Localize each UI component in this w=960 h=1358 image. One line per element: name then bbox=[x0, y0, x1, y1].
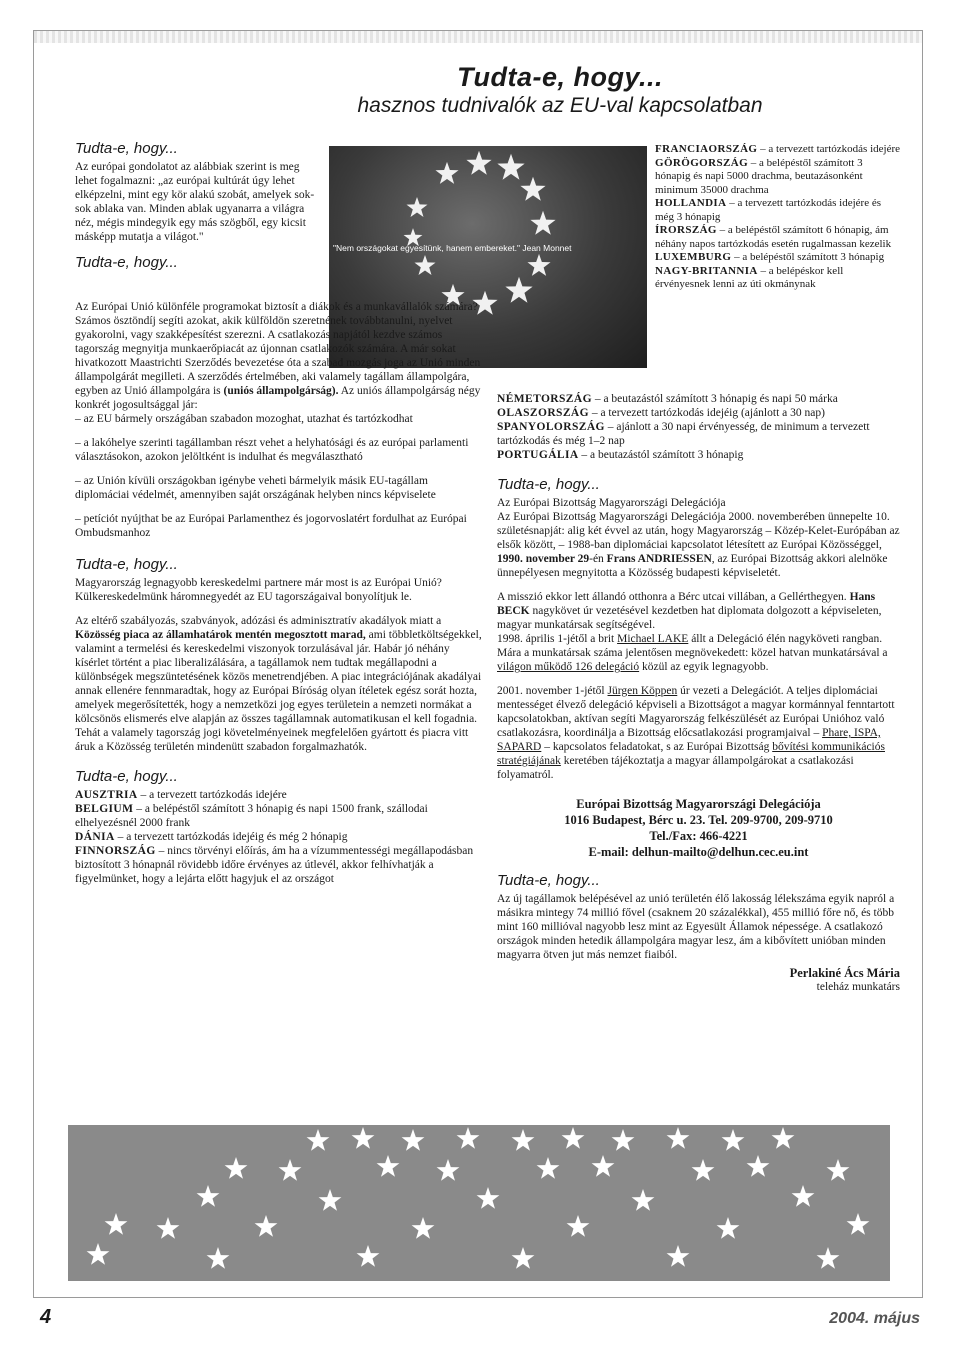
country-name: NAGY-BRITANNIA bbox=[655, 264, 758, 277]
paragraph bbox=[497, 510, 900, 580]
paragraph-text: , az Európai Bizottság akkori alelnöke ünnepélyesen megnyitotta a Közösség budapesti képviseletét. bbox=[497, 553, 888, 579]
underlined-text: világon működő 126 delegáció bbox=[497, 661, 640, 673]
country-entry bbox=[497, 448, 900, 462]
list-item: – az EU bármely országában szabadon mozoghat, utazhat és tartózkodhat bbox=[75, 413, 413, 425]
country-entry bbox=[75, 830, 485, 844]
country-entry bbox=[75, 788, 485, 802]
country-name: GÖRÖGORSZÁG bbox=[655, 156, 749, 169]
country-entry bbox=[75, 844, 485, 886]
country-entry bbox=[655, 224, 900, 251]
paragraph-text: ami többletköltségekkel, valamint a termelési és kereskedelmi viszonyok torzulásával jár. Habár jó néhány kísérlet történt a piac liberalizálására, a tagállamok nem tudtak megállapodni a különbségek megszüntetésének közös menetrendjében. A piac integrációjának akadályai annak ellenére fennmaradtak, hogy az Európai Bíróság olyan ítéletek egész sorát hozta, amelyek megerősítették, hogy a nemzetközi jog egyes területein a nemzeti normákat a kölcsönös elismerés elve alapján az összes tagállamnak automatikusan el kell fogadnia. Tehát a valamely tagország jogi követelményeinek megfelelően gyártott és piacra vitt áruk a Közösség területén mindenütt szabadon forgalmazhatók. bbox=[75, 629, 482, 753]
paragraph-text: A misszió ekkor lett állandó otthonra a Bérc utcai villában, a Gellérthegyen. bbox=[497, 591, 850, 603]
paragraph-text: állt a Delegáció élén nagyköveti rangban. Mára a munkatársak száma jelentősen megnövekedett: közel hatvan munkatársával a bbox=[497, 633, 888, 659]
bold-text: Hans BECK bbox=[497, 591, 876, 617]
paragraph-text: 1998. április 1-jétől a brit bbox=[497, 633, 618, 645]
paragraph-text: közül az egyik legnagyobb. bbox=[639, 661, 769, 673]
author-role: teleház munkatárs bbox=[816, 981, 900, 993]
country-entry bbox=[655, 157, 900, 198]
country-text: – a tervezett tartózkodás idejéig és még 2 hónapig bbox=[114, 831, 348, 843]
country-entry bbox=[655, 265, 900, 292]
country-entry bbox=[497, 392, 900, 406]
paragraph-text: Az Európai Unió különféle programokat biztosít a diákok és a munkavállalók számára? Számos ösztöndíj segíti azokat, akik külföldön szeretnének továbbtanulni, nyelvet gyakorolni, vagy szakképesítést szerezni. A csatlakozás napjától kezdve számos tagország megnyitja munkaerőpiacát az újonnan csatlakozók számára. A már sokat hivatkozott Maastrichti Szerződés bevezetése óta a szabad mozgás joga az Unió minden állampolgárát megilleti. A szerződés értelmében, aki valamely tagállam állampolgára, egyben az Unió állampolgára is bbox=[75, 301, 481, 397]
paragraph bbox=[497, 684, 900, 782]
section-heading: Tudta-e, hogy... bbox=[75, 556, 178, 573]
underlined-text: Jürgen Köppen bbox=[607, 685, 678, 697]
section-heading: Tudta-e, hogy... bbox=[75, 768, 178, 785]
contact-email: E-mail: delhun-mailto@delhun.cec.eu.int bbox=[588, 845, 809, 859]
paragraph bbox=[75, 614, 485, 754]
paragraph-text: Az eltérő szabályozás, szabványok, adózási és adminisztratív akadályok miatt a bbox=[75, 615, 442, 627]
country-entry bbox=[655, 143, 900, 157]
photo-caption: "Nem országokat egyesítünk, hanem embereket." Jean Monnet bbox=[333, 243, 572, 253]
country-entry bbox=[497, 420, 900, 448]
country-text: – a belépéstől számított 3 hónapig és napi 1500 frank, szállodai elhelyezésnél 2000 frank bbox=[75, 803, 428, 829]
contact-line: 1016 Budapest, Bérc u. 23. Tel. 209-9700, 209-9710 bbox=[564, 813, 833, 827]
bold-text: Frans ANDRIESSEN bbox=[606, 553, 712, 565]
right-column-main bbox=[497, 392, 900, 994]
author-name: Perlakiné Ács Mária bbox=[789, 966, 900, 980]
bold-text: (uniós állampolgárság). bbox=[223, 385, 339, 397]
country-name: AUSZTRIA bbox=[75, 789, 138, 801]
page-subtitle: hasznos tudnivalók az EU-val kapcsolatban bbox=[357, 94, 763, 117]
underlined-text: Phare, ISPA, SAPARD bbox=[497, 727, 881, 753]
issue-date: 2004. május bbox=[829, 1310, 920, 1327]
country-entry bbox=[655, 197, 900, 224]
paragraph-text: -én bbox=[589, 553, 607, 565]
section-heading: Tudta-e, hogy... bbox=[75, 254, 178, 271]
left-column-top bbox=[75, 140, 322, 274]
bold-text: 1990. november 29 bbox=[497, 553, 590, 565]
banner-stars-graphic bbox=[68, 1125, 890, 1281]
paragraph bbox=[497, 632, 900, 674]
country-text: – ajánlott a 30 napi érvényesség, de minimum a tervezett tartózkodás és még 1–2 nap bbox=[497, 421, 870, 447]
paragraph-text: 2001. november 1-jétől bbox=[497, 685, 608, 697]
section-heading: Tudta-e, hogy... bbox=[497, 476, 600, 493]
country-text: – a tervezett tartózkodás idejére bbox=[137, 789, 287, 801]
country-text: – a tervezett tartózkodás idejére és még 3 hónapig bbox=[655, 197, 881, 223]
paragraph: Magyarország legnagyobb kereskedelmi partnere már most is az Európai Unió? Külkereskedelmünk háromnegyedét az EU tagországaival bonyolítjuk le. bbox=[75, 577, 442, 603]
paragraph: Az Európai Bizottság Magyarországi Delegációja bbox=[497, 497, 726, 509]
country-name: NÉMETORSZÁG bbox=[497, 393, 592, 405]
country-name: BELGIUM bbox=[75, 803, 134, 815]
country-name: OLASZORSZÁG bbox=[497, 407, 589, 419]
country-name: ÍRORSZÁG bbox=[655, 224, 717, 236]
page-title: Tudta-e, hogy... bbox=[456, 62, 663, 92]
paragraph: Az új tagállamok belépésével az unió területén élő lakosság lélekszáma egyik napról a másikra mintegy 74 millió fővel (csaknem 20 százalékkal), 455 millió főre nő, és több mint 160 millióval nagyobb lesz mint az Egyesült Államok népessége. A csatlakozó országok minden hetedik állampolgára magyar lesz, ám a kibővített unióban minden magyarra ötven jut más nemzet fiaiból. bbox=[497, 893, 895, 961]
country-text: – a belépéskor kell érvényesnek lenni az úti okmánynak bbox=[655, 264, 844, 290]
contact-line: Tel./Fax: 466-4221 bbox=[649, 829, 748, 843]
paragraph bbox=[497, 590, 900, 632]
country-text: – a belépéstől számított 6 hónapig, ám néhány napos tartózkodás esetén rugalmassan kezelik bbox=[655, 224, 892, 250]
contact-block bbox=[497, 796, 900, 860]
bold-text: Közösség piaca az államhatárok mentén megosztott marad, bbox=[75, 629, 366, 641]
country-text: – nincs törvényi előírás, ám ha a vízummentességi megállapodásban biztosított 3 hónapnál rövidebb időre érvényes az útlevél, akkor felhívhatják a figyelmünket, hogy a lejárta előtt hagyjuk el az országot bbox=[75, 845, 474, 885]
list-item: – az Unión kívüli országokban igénybe veheti bármelyik másik EU-tagállam diplomáciai védelmét, amennyiben saját országának helyben nincs képviselete bbox=[75, 475, 436, 501]
country-text: – a beutazástól számított 3 hónapig bbox=[578, 449, 744, 461]
country-entry bbox=[75, 802, 485, 830]
country-name: SPANYOLORSZÁG bbox=[497, 421, 605, 433]
country-name: FINNORSZÁG bbox=[75, 845, 156, 857]
paragraph-text: Az Európai Bizottság Magyarországi Delegációja 2000. novemberében ünnepelte 10. születésnapját: alig két évvel az után, hogy Magyarország – Közép-Kelet-Európában az elsők között, – 1988-ban diplomáciai kapcsolatot létesített az Európai Közösséggel, bbox=[497, 511, 900, 551]
paragraph-text: úr vezeti a Delegációt. A teljes diplomáciai mentességet élvező delegáció képviseli a Bizottságot a magyar kormánnyal fenntartott kapcsolatokban, aktívan segíti Magyarország felkészülését az Európai Unióhoz való csatlakozásra, koordinálja a Bizottság előcsatlakozási programjaival – bbox=[497, 685, 895, 739]
right-column-top bbox=[655, 143, 900, 292]
country-name: LUXEMBURG bbox=[655, 251, 732, 263]
list-item: – a lakóhelye szerinti tagállamban részt vehet a helyhatósági és az európai parlamenti választásokon, azokon jelöltként is indulhat és megválasztható bbox=[75, 437, 469, 463]
underlined-text: Michael LAKE bbox=[617, 633, 689, 645]
paragraph-text: – kapcsolatos feladatokat, s az Európai Bizottság bbox=[541, 741, 773, 753]
country-text: – a belépéstől számított 3 hónapig bbox=[731, 251, 885, 263]
paragraph bbox=[75, 300, 485, 412]
section-heading: Tudta-e, hogy... bbox=[75, 140, 178, 157]
country-name: DÁNIA bbox=[75, 831, 115, 843]
country-text: – a tervezett tartózkodás idejéig (ajánlott a 30 nap) bbox=[588, 407, 825, 419]
country-entry bbox=[655, 251, 900, 265]
page-number: 4 bbox=[40, 1306, 52, 1328]
contact-line: Európai Bizottság Magyarországi Delegációja bbox=[576, 797, 821, 811]
country-text: – a beutazástól számított 3 hónapig és napi 50 márka bbox=[591, 393, 838, 405]
country-entry bbox=[497, 406, 900, 420]
country-name: PORTUGÁLIA bbox=[497, 449, 579, 461]
country-text: – a belépéstől számított 3 hónapig és napi 5000 drachma, beutazásonként minimum 35000 drachma bbox=[655, 156, 863, 196]
section-heading: Tudta-e, hogy... bbox=[497, 872, 600, 889]
paragraph: Az európai gondolatot az alábbiak szerint is meg lehet fogalmazni: „az európai kultúrát úgy lehet elképzelni, mint egy kör alakú szobát, amelyek sok-sok ablaka van. Minden ablak ugyanarra a világra néz, mégis mindegyik egy más szögből, egy kicsit másképp mutatja a világot." bbox=[75, 161, 315, 243]
country-text: – a tervezett tartózkodás idejére bbox=[757, 143, 900, 155]
underlined-text: bővítési kommunikációs stratégiájának bbox=[497, 741, 885, 767]
stars-banner bbox=[68, 1125, 890, 1281]
paragraph-text: Az uniós állampolgárság négy konkrét jogosultsággal jár: bbox=[75, 385, 481, 411]
left-column-main bbox=[75, 300, 485, 886]
list-item: – petíciót nyújthat be az Európai Parlamenthez és jogorvoslatért fordulhat az Európai Ombudsmanhoz bbox=[75, 513, 467, 539]
paragraph-text: keretében tájékoztatja a magyar állampolgárokat a csatlakozási folyamatról. bbox=[497, 755, 854, 781]
country-name: FRANCIAORSZÁG bbox=[655, 143, 758, 155]
country-name: HOLLANDIA bbox=[655, 197, 727, 209]
paragraph-text: nagykövet úr vezetésével kezdetben hat diplomata dolgozott a képviseleten, magyar munkatársak segítségével. bbox=[497, 605, 882, 631]
